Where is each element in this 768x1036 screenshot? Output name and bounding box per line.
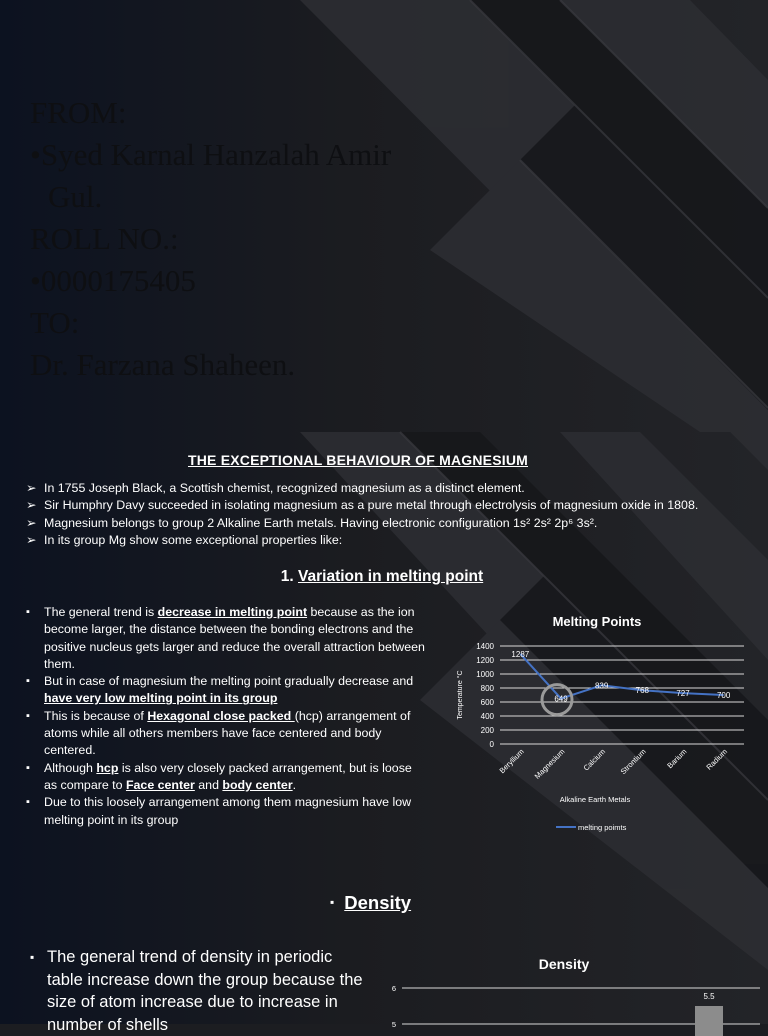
data-label: 5.5 [703, 992, 715, 1001]
from-label: FROM: [30, 95, 127, 130]
chart-title: Density [538, 956, 590, 972]
y-tick-label: 1200 [476, 656, 494, 665]
arrow-bullet-icon: ➢ [26, 532, 37, 547]
y-tick-label: 600 [480, 698, 494, 707]
intro-item: ➢ Magnesium belongs to group 2 Alkaline Earth metals. Having electronic configuration 1s² 2s² 2p⁶ 3s². [26, 515, 698, 532]
bullet-item: ▪ But in case of magnesium the melting point gradually decrease and have very low melting point in its group [26, 673, 426, 708]
x-tick-label: Radium [704, 747, 730, 772]
x-tick-label: Magnesium [532, 747, 567, 781]
density-heading: ▪ Density [330, 892, 412, 913]
chart-title: Melting Points [552, 614, 642, 629]
melting-bullets [26, 604, 426, 829]
author-name-cont: Gul. [48, 179, 103, 214]
data-label: 768 [635, 686, 650, 696]
series-line [520, 654, 723, 699]
data-label: 1287 [511, 649, 530, 659]
slide-title [0, 0, 768, 432]
arrow-bullet-icon: ➢ [26, 481, 37, 495]
y-tick-label: 6 [391, 984, 396, 993]
roll-number: •0000175405 [30, 263, 196, 298]
y-tick-label: 1000 [476, 670, 494, 679]
data-label: 649 [554, 694, 568, 704]
y-tick-label: 800 [480, 684, 494, 693]
author-info [30, 92, 470, 386]
density-chart [380, 948, 760, 1028]
slide-magnesium [0, 432, 768, 864]
y-axis-label: Temperature °C [457, 670, 464, 720]
author-name: •Syed Karnal Hanzalah Amir [30, 137, 392, 172]
intro-item: ➢ In its group Mg show some exceptional properties like: [26, 532, 698, 549]
data-label: 839 [594, 681, 609, 691]
y-tick-label: 5 [391, 1020, 396, 1029]
bullet-item: ▪ The general trend is decrease in melting point because as the ion become larger, the distance between the bonding electrons and the positive nucleus gets larger and reduce the overall attraction between them. [26, 604, 426, 673]
teacher-name: Dr. Farzana Shaheen. [30, 347, 296, 382]
density-bullet [30, 946, 370, 1036]
arrow-bullet-icon: ➢ [26, 498, 37, 513]
x-tick-label: Strontium [618, 747, 648, 777]
melting-points-chart [452, 604, 762, 844]
x-tick-label: Calcium [581, 747, 608, 773]
data-label: 700 [716, 691, 731, 700]
square-bullet-icon: ▪ [330, 895, 335, 909]
slide-heading: THE EXCEPTIONAL BEHAVIOUR OF MAGNESIUM [188, 452, 528, 468]
y-tick-label: 200 [480, 726, 494, 735]
data-label: 727 [676, 689, 690, 699]
section-heading: 1. Variation in melting point [280, 568, 484, 585]
y-tick-label: 0 [489, 740, 494, 749]
intro-item: ➢ Sir Humphry Davy succeeded in isolating magnesium as a pure metal through electrolysis of magnesium oxide in 1808. [26, 497, 698, 514]
bullet-item: ▪ This is because of Hexagonal close packed (hcp) arrangement of atoms while all others members have face centered and body centered. [26, 708, 426, 760]
intro-item: ➢ In 1755 Joseph Black, a Scottish chemist, recognized magnesium as a distinct element. [26, 480, 698, 497]
x-axis-label: Alkaline Earth Metals [559, 795, 631, 804]
square-bullet-icon: ▪ [30, 950, 35, 964]
y-tick-label: 1400 [476, 642, 494, 651]
bullet-item: ▪ Due to this loosely arrangement among them magnesium have low melting point in its group [26, 794, 426, 829]
bullet-item: ▪ Although hcp is also very closely packed arrangement, but is loose as compare to Face center and body center. [26, 760, 426, 795]
x-tick-label: Beryllium [497, 747, 526, 776]
arrow-bullet-icon: ➢ [26, 515, 37, 530]
density-text: The general trend of density in periodic table increase down the group because the size of atom increase due to increase in number of shells [47, 948, 363, 1034]
y-tick-label: 400 [480, 712, 494, 721]
slide-density [0, 864, 768, 1034]
x-tick-label: Barium [665, 747, 689, 771]
intro-list [26, 480, 698, 549]
legend-label: melting poimts [578, 823, 627, 832]
to-label: TO: [30, 305, 80, 340]
density-bar [695, 1006, 723, 1036]
roll-label: ROLL NO.: [30, 221, 179, 256]
